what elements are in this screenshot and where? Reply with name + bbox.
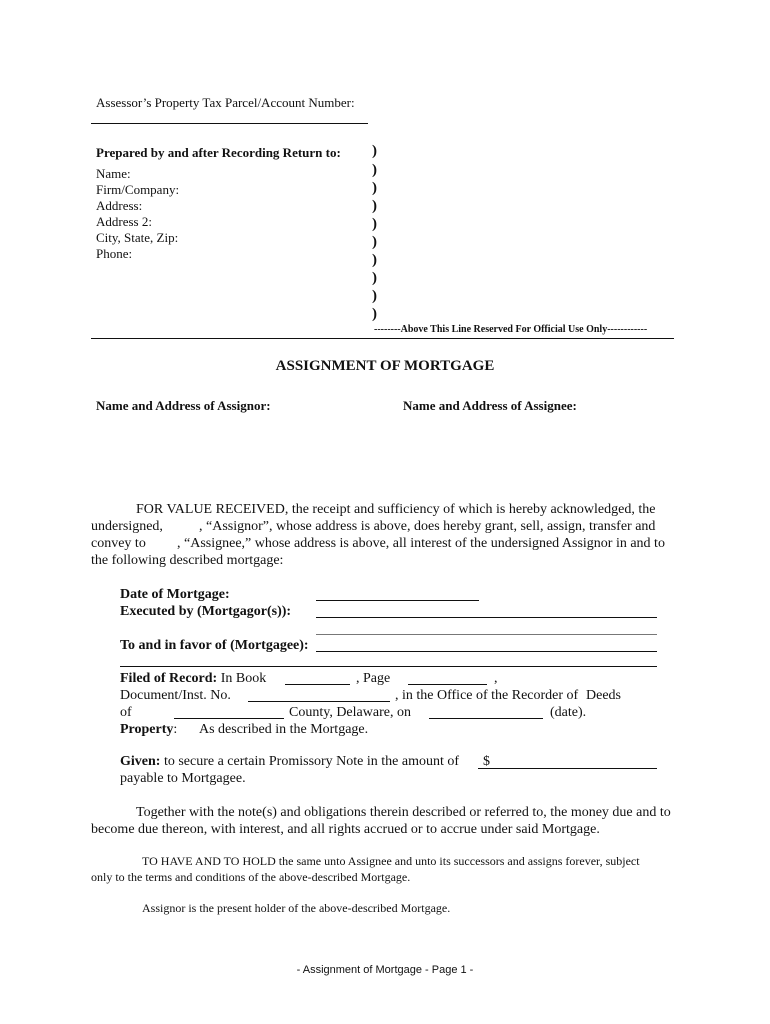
doc-inst-label: Document/Inst. No.: [120, 688, 231, 703]
reserved-divider: [91, 338, 674, 339]
assignee-label: Name and Address of Assignee:: [403, 398, 577, 413]
property-value: As described in the Mortgage.: [199, 722, 369, 737]
deeds-text: Deeds: [586, 688, 621, 703]
paren-1: ): [372, 143, 377, 159]
document-title: ASSIGNMENT OF MORTGAGE: [275, 358, 495, 374]
date-suffix: (date).: [550, 705, 587, 720]
county-text: County, Delaware, on: [289, 705, 411, 720]
note-amount-field[interactable]: [478, 768, 657, 769]
paren-8: ): [372, 270, 377, 286]
filed-of-record-line: [120, 671, 266, 687]
intro-line-2b: , “Assignor”, whose address is above, does hereby grant, sell, assign, transfer and: [199, 519, 656, 534]
return-field-firm: Firm/Company:: [96, 182, 180, 197]
filed-of-record-label: Filed of Record:: [120, 671, 218, 686]
page-field[interactable]: [408, 684, 487, 685]
of-label: of: [120, 705, 132, 720]
reserved-line-text: --------Above This Line Reserved For Official Use Only------------: [374, 324, 648, 335]
page-footer: - Assignment of Mortgage - Page 1 -: [296, 964, 474, 976]
habendum-line-2: only to the terms and conditions of the above-described Mortgage.: [91, 870, 411, 884]
intro-line-3a: convey to: [91, 536, 146, 551]
executed-by-field-2[interactable]: [316, 634, 657, 635]
property-label: Property: [120, 722, 174, 737]
given-line: [120, 754, 459, 770]
property-line: [120, 722, 177, 738]
return-field-name: Name:: [96, 166, 131, 181]
given-label: Given:: [120, 754, 161, 769]
assignor-label: Name and Address of Assignor:: [96, 398, 271, 413]
page-label: , Page: [356, 671, 391, 686]
parcel-label: Assessor’s Property Tax Parcel/Account Number:: [96, 95, 355, 110]
parcel-number-line: [91, 123, 368, 124]
paren-3: ): [372, 180, 377, 196]
paren-2: ): [372, 162, 377, 178]
return-field-city-state-zip: City, State, Zip:: [96, 230, 179, 245]
date-of-mortgage-label: Date of Mortgage:: [120, 587, 230, 602]
paren-6: ): [372, 234, 377, 250]
return-field-address2: Address 2:: [96, 214, 152, 229]
dollar-sign: $: [483, 754, 490, 769]
together-line-1: Together with the note(s) and obligations therein described or referred to, the money due and to: [136, 805, 671, 820]
recorded-date-field[interactable]: [429, 718, 543, 719]
page-comma: ,: [494, 671, 498, 686]
book-field[interactable]: [285, 684, 350, 685]
prepared-heading: Prepared by and after Recording Return to:: [96, 145, 341, 160]
recorder-office-text: , in the Office of the Recorder of: [395, 688, 579, 703]
payable-text: payable to Mortgagee.: [120, 771, 246, 786]
date-of-mortgage-field[interactable]: [316, 600, 479, 601]
in-book-label: In Book: [220, 671, 267, 686]
given-text: to secure a certain Promissory Note in the amount of: [163, 754, 460, 769]
mortgagee-divider: [120, 666, 657, 667]
return-field-phone: Phone:: [96, 246, 133, 261]
property-colon: :: [173, 722, 178, 737]
habendum-line-1: TO HAVE AND TO HOLD the same unto Assignee and unto its successors and assigns forever, subject: [142, 854, 640, 868]
mortgagee-field[interactable]: [316, 651, 657, 652]
intro-line-3b: , “Assignee,” whose address is above, all interest of the undersigned Assignor in and to: [177, 536, 665, 551]
paren-5: ): [372, 216, 377, 232]
mortgagee-label: To and in favor of (Mortgagee):: [120, 638, 309, 653]
return-field-address: Address:: [96, 198, 143, 213]
paren-4: ): [372, 198, 377, 214]
together-line-2: become due thereon, with interest, and all rights accrued or to accrue under said Mortgage.: [91, 822, 600, 837]
doc-inst-field[interactable]: [248, 701, 390, 702]
executed-by-field[interactable]: [316, 617, 657, 618]
executed-by-label: Executed by (Mortgagor(s)):: [120, 604, 292, 619]
intro-line-1: FOR VALUE RECEIVED, the receipt and sufficiency of which is hereby acknowledged, the: [136, 502, 656, 517]
holder-statement: Assignor is the present holder of the above-described Mortgage.: [142, 901, 451, 915]
paren-9: ): [372, 288, 377, 304]
intro-line-4: the following described mortgage:: [91, 553, 284, 568]
intro-line-2a: undersigned,: [91, 519, 163, 534]
county-field[interactable]: [174, 718, 284, 719]
paren-7: ): [372, 252, 377, 268]
paren-10: ): [372, 306, 377, 322]
